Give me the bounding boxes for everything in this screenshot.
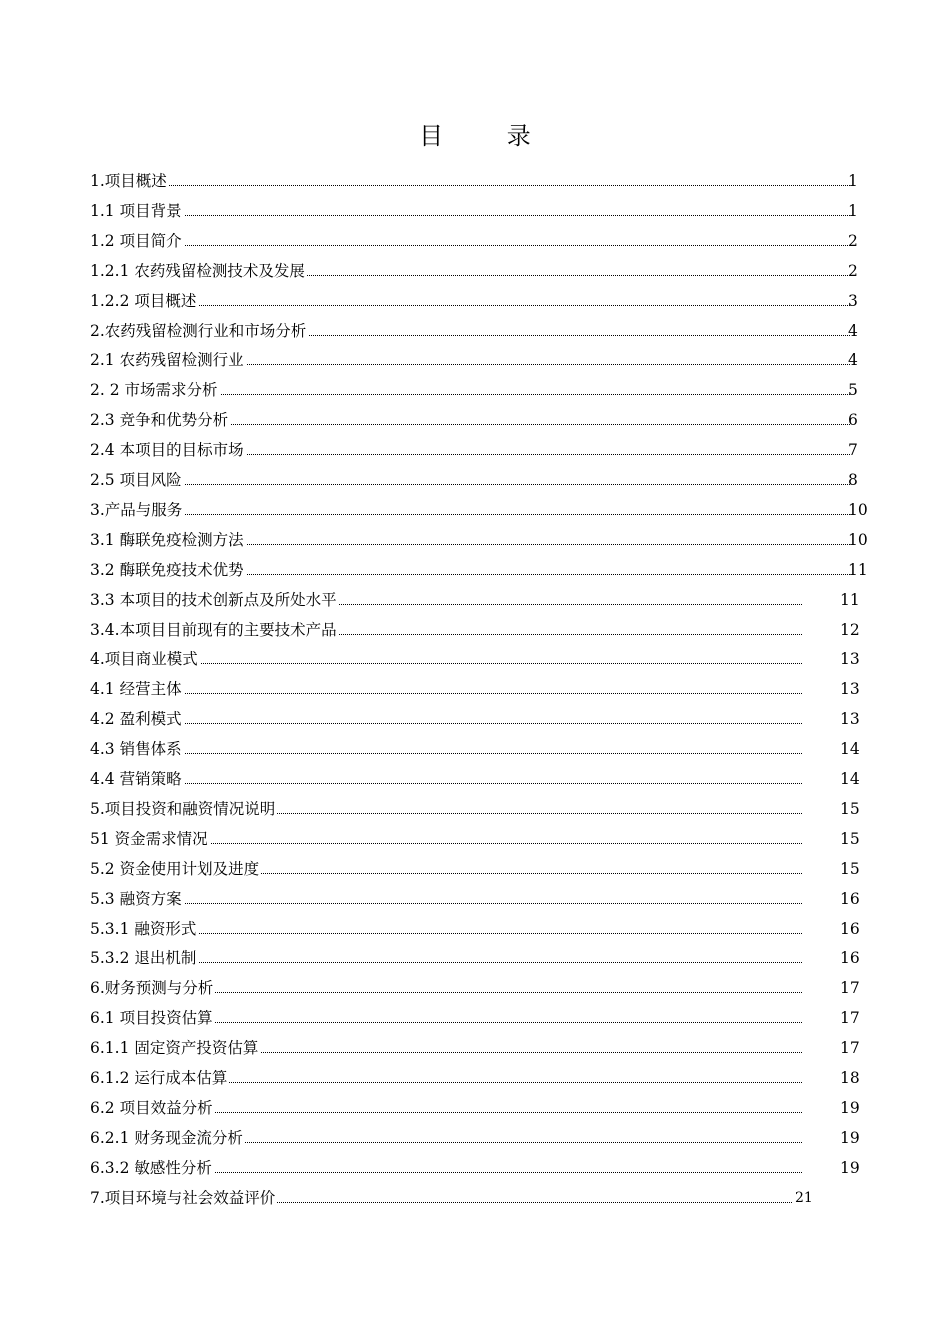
toc-entry-label: 51 资金需求情况	[90, 824, 210, 854]
toc-entry-page-number: 21	[795, 1189, 813, 1206]
toc-entry-label: 4.3 销售体系	[90, 734, 184, 764]
toc-entry-page-number: 4	[848, 351, 858, 370]
toc-entry-label: 6.财务预测与分析	[90, 973, 215, 1003]
toc-entry-page-number: 16	[840, 919, 860, 938]
toc-entry-label: 4.1 经营主体	[90, 674, 184, 704]
toc-entry-label: 1.1 项目背景	[90, 196, 184, 226]
toc-entry-page-number: 15	[840, 829, 860, 848]
toc-entry-label: 5.3 融资方案	[90, 884, 184, 914]
toc-entry-label: 1.2.2 项目概述	[90, 286, 198, 316]
toc-entry-label: 4.2 盈利模式	[90, 704, 184, 734]
toc-entry-label: 5.3.2 退出机制	[90, 943, 198, 973]
toc-entry-page-number: 6	[848, 411, 858, 430]
dot-leader	[90, 723, 802, 724]
toc-entry-label: 2.1 农药残留检测行业	[90, 345, 246, 375]
toc-entry-label: 6.2.1 财务现金流分析	[90, 1123, 245, 1153]
dot-leader	[90, 245, 850, 246]
dot-leader	[90, 753, 802, 754]
toc-entry-label: 3.2 酶联免疫技术优势	[90, 555, 246, 585]
toc-entry-label: 6.1 项目投资估算	[90, 1003, 215, 1033]
dot-leader	[90, 185, 850, 186]
toc-entry-page-number: 13	[840, 680, 860, 699]
toc-entry-label: 4.项目商业模式	[90, 644, 200, 674]
toc-entry-page-number: 11	[840, 590, 860, 609]
toc-entry-page-number: 4	[848, 321, 858, 340]
toc-entry-label: 3.产品与服务	[90, 495, 184, 525]
dot-leader	[90, 305, 850, 306]
toc-entry-page-number: 5	[848, 381, 858, 400]
dot-leader	[90, 514, 850, 515]
dot-leader	[90, 903, 802, 904]
toc-entry-page-number: 1	[848, 201, 858, 220]
toc-entry-label: 3.3 本项目的技术创新点及所处水平	[90, 585, 339, 615]
toc-entry-page-number: 10	[848, 530, 868, 549]
toc-entry-page-number: 19	[840, 1158, 860, 1177]
toc-entry-page-number: 3	[848, 291, 858, 310]
toc-entry-label: 1.2.1 农药残留检测技术及发展	[90, 256, 307, 286]
page-title: 目 录	[419, 122, 559, 150]
toc-entry-label: 5.3.1 融资形式	[90, 914, 198, 944]
toc-entry-page-number: 18	[840, 1069, 860, 1087]
toc-entry-page-number: 19	[840, 1098, 860, 1117]
toc-entry-page-number: 14	[840, 740, 860, 759]
toc-entry-page-number: 16	[840, 889, 860, 908]
toc-entry-label: 1.2 项目简介	[90, 226, 184, 256]
toc-entry-label: 7.项目环境与社会效益评价	[90, 1183, 277, 1213]
toc-entry-page-number: 11	[848, 560, 868, 579]
toc-entry-label: 2.3 竞争和优势分析	[90, 405, 230, 435]
toc-entry-label: 6.2 项目效益分析	[90, 1093, 215, 1123]
toc-entry-label: 2.农药残留检测行业和市场分析	[90, 316, 308, 346]
toc-entry-page-number: 17	[840, 979, 860, 998]
dot-leader	[90, 484, 850, 485]
toc-entry-page-number: 13	[840, 650, 860, 669]
toc-entry-page-number: 16	[840, 949, 860, 968]
toc-entry-page-number: 2	[848, 231, 858, 250]
toc-entry-page-number: 7	[848, 441, 858, 460]
toc-entry-label: 4.4 营销策略	[90, 764, 184, 794]
toc-entry-label: 2. 2 市场需求分析	[90, 375, 220, 405]
dot-leader	[90, 783, 802, 784]
toc-entry-page-number: 13	[840, 710, 860, 729]
toc-entry-page-number: 12	[840, 620, 860, 639]
toc-entry-page-number: 2	[848, 261, 858, 280]
toc-entry-label: 2.4 本项目的目标市场	[90, 435, 246, 465]
toc-entry-page-number: 8	[848, 471, 858, 489]
toc-entry-label: 6.3.2 敏感性分析	[90, 1153, 214, 1183]
toc-entry-label: 3.1 酶联免疫检测方法	[90, 525, 246, 555]
toc-entry-label: 5.2 资金使用计划及进度	[90, 854, 261, 884]
toc-entry-label: 3.4.本项目目前现有的主要技术产品	[90, 615, 339, 645]
toc-entry-page-number: 17	[840, 1009, 860, 1028]
toc-entry-label: 6.1.1 固定资产投资估算	[90, 1033, 260, 1063]
toc-entry-page-number: 10	[848, 500, 868, 519]
toc-entry-label: 6.1.2 运行成本估算	[90, 1063, 229, 1093]
toc-entry-page-number: 14	[840, 770, 860, 788]
toc-entry-page-number: 17	[840, 1039, 860, 1058]
toc-entry-page-number: 19	[840, 1128, 860, 1147]
toc-entry-page-number: 15	[840, 799, 860, 818]
dot-leader	[90, 215, 850, 216]
toc-entry-label: 5.项目投资和融资情况说明	[90, 794, 277, 824]
toc-entry-page-number: 15	[840, 859, 860, 878]
toc-entry-label: 1.项目概述	[90, 166, 169, 196]
toc-entry-label: 2.5 项目风险	[90, 465, 184, 495]
dot-leader	[90, 693, 802, 694]
toc-entry-page-number: 1	[848, 172, 858, 190]
